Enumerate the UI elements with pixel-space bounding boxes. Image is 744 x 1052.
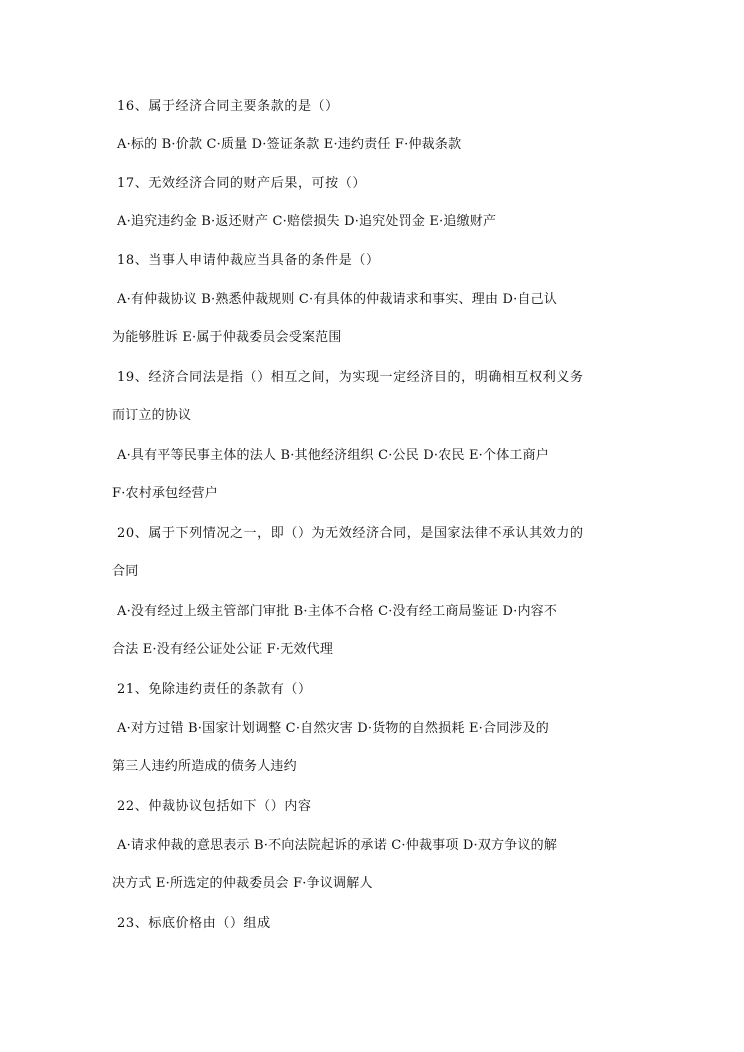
options-19: A·具有平等民事主体的法人 B·其他经济组织 C·公民 D·农民 E·个体工商户 bbox=[117, 448, 549, 463]
options-20: A·没有经过上级主管部门审批 B·主体不合格 C·没有经工商局鉴证 D·内容不 bbox=[117, 604, 558, 619]
options-21: A·对方过错 B·国家计划调整 C·自然灾害 D·货物的自然损耗 E·合同涉及的 bbox=[117, 721, 549, 736]
options-18: A·有仲裁协议 B·熟悉仲裁规则 C·有具体的仲裁请求和事实、理由 D·自己认 bbox=[117, 292, 558, 307]
question-17: 17、无效经济合同的财产后果，可按（） bbox=[117, 176, 366, 191]
question-19-cont: 而订立的协议 bbox=[112, 408, 192, 423]
options-22: A·请求仲裁的意思表示 B·不向法院起诉的承诺 C·仲裁事项 D·双方争议的解 bbox=[117, 838, 558, 853]
question-19: 19、经济合同法是指（）相互之间，为实现一定经济目的，明确相互权利义务 bbox=[117, 370, 584, 385]
question-18: 18、当事人申请仲裁应当具备的条件是（） bbox=[117, 253, 380, 268]
question-22: 22、仲裁协议包括如下（）内容 bbox=[117, 799, 312, 814]
options-17: A·追究违约金 B·返还财产 C·赔偿损失 D·追究处罚金 E·追缴财产 bbox=[117, 214, 497, 229]
options-18-cont: 为能够胜诉 E·属于仲裁委员会受案范围 bbox=[112, 330, 342, 345]
question-21: 21、免除违约责任的条款有（） bbox=[117, 682, 312, 697]
question-20-cont: 合同 bbox=[112, 564, 139, 579]
question-16: 16、属于经济合同主要条款的是（） bbox=[117, 99, 339, 114]
options-22-cont: 决方式 E·所选定的仲裁委员会 F·争议调解人 bbox=[112, 876, 373, 891]
options-21-cont: 第三人违约所造成的债务人违约 bbox=[112, 759, 297, 774]
question-23: 23、标底价格由（）组成 bbox=[117, 916, 271, 931]
options-20-cont: 合法 E·没有经公证处公证 F·无效代理 bbox=[112, 642, 334, 657]
question-20: 20、属于下列情况之一，即（）为无效经济合同，是国家法律不承认其效力的 bbox=[117, 526, 584, 541]
options-19-cont: F·农村承包经营户 bbox=[112, 486, 218, 501]
options-16: A·标的 B·价款 C·质量 D·签证条款 E·违约责任 F·仲裁条款 bbox=[117, 137, 462, 152]
